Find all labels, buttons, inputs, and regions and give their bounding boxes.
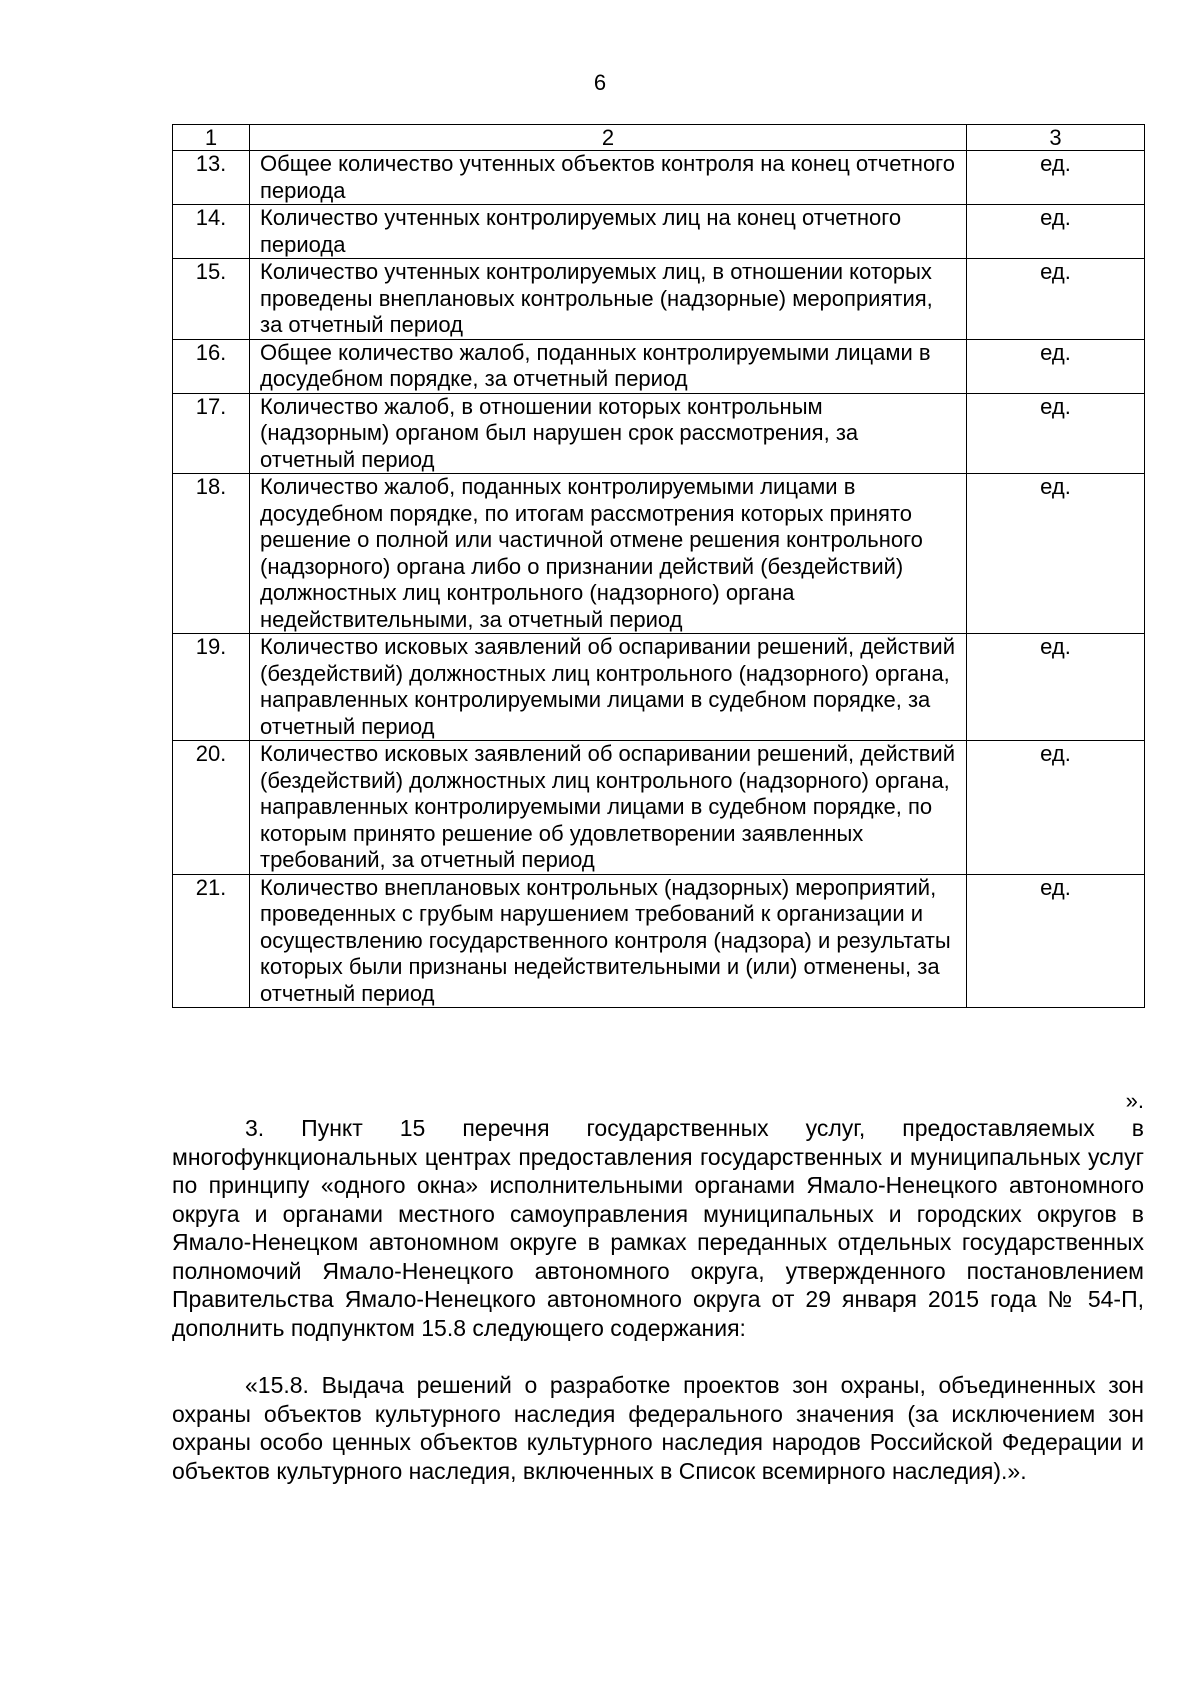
unit-of-measure: ед. <box>967 205 1145 259</box>
paragraph-15-8-block <box>172 1371 1144 1485</box>
paragraph-3-block <box>172 1114 1144 1342</box>
paragraph-15-8: «15.8. Выдача решений о разработке проектов зон охраны, объединенных зон охраны объектов культурного наследия федерального значения (за исключением зон охраны особо ценных объектов культурного наследия народов Российской Федерации и объектов культурного наследия, включенных в Список всемирного наследия).». <box>172 1372 1144 1484</box>
unit-of-measure: ед. <box>967 474 1145 634</box>
row-number: 17. <box>173 393 250 474</box>
column-header-2: 2 <box>250 125 967 151</box>
table-row <box>173 151 1145 205</box>
table-row <box>173 259 1145 340</box>
indicator-name: Количество учтенных контролируемых лиц, в отношении которых проведены внеплановых контрольные (надзорные) мероприятия, за отчетный период <box>250 259 967 340</box>
row-number: 14. <box>173 205 250 259</box>
unit-of-measure: ед. <box>967 634 1145 741</box>
unit-of-measure: ед. <box>967 151 1145 205</box>
indicator-name: Количество исковых заявлений об оспаривании решений, действий (бездействий) должностных лиц контрольного (надзорного) органа, направленных контролируемыми лицами в судебном порядке, по которым принято решение об удовлетворении заявленных требований, за отчетный период <box>250 741 967 875</box>
row-number: 19. <box>173 634 250 741</box>
indicator-name: Количество исковых заявлений об оспаривании решений, действий (бездействий) должностных лиц контрольного (надзорного) органа, направленных контролируемыми лицами в судебном порядке, за отчетный период <box>250 634 967 741</box>
unit-of-measure: ед. <box>967 339 1145 393</box>
unit-of-measure: ед. <box>967 393 1145 474</box>
indicator-name: Количество жалоб, поданных контролируемыми лицами в досудебном порядке, по итогам рассмотрения которых принято решение о полной или частичной отмене решения контрольного (надзорного) органа либо о признании действий (бездействий) должностных лиц контрольного (надзорного) органа недействительными, за отчетный период <box>250 474 967 634</box>
table-header-row <box>173 125 1145 151</box>
indicator-name: Количество жалоб, в отношении которых контрольным (надзорным) органом был нарушен срок рассмотрения, за отчетный период <box>250 393 967 474</box>
table-row <box>173 634 1145 741</box>
row-number: 16. <box>173 339 250 393</box>
table-row <box>173 874 1145 1008</box>
indicator-name: Количество внеплановых контрольных (надзорных) мероприятий, проведенных с грубым нарушением требований к организации и осуществлению государственного контроля (надзора) и результаты которых были признаны недействительными и (или) отменены, за отчетный период <box>250 874 967 1008</box>
unit-of-measure: ед. <box>967 259 1145 340</box>
table-row <box>173 474 1145 634</box>
row-number: 21. <box>173 874 250 1008</box>
indicator-name: Общее количество жалоб, поданных контролируемыми лицами в досудебном порядке, за отчетный период <box>250 339 967 393</box>
table-row <box>173 339 1145 393</box>
paragraph-3: 3. Пункт 15 перечня государственных услуг, предоставляемых в многофункциональных центрах предоставления государственных и муниципальных услуг по принципу «одного окна» исполнительными органами Ямало-Ненецкого автономного округа и органами местного самоуправления муниципальных и городских округов в Ямало-Ненецком автономном округе в рамках переданных отдельных государственных полномочий Ямало-Ненецкого автономного округа, утвержденного постановлением Правительства Ямало-Ненецкого автономного округа от 29 января 2015 года № 54-П, дополнить подпунктом 15.8 следующего содержания: <box>172 1115 1144 1341</box>
closing-quote-mark: ». <box>1125 1088 1144 1113</box>
table-row <box>173 393 1145 474</box>
column-header-1: 1 <box>173 125 250 151</box>
indicator-name: Количество учтенных контролируемых лиц на конец отчетного периода <box>250 205 967 259</box>
table-row <box>173 741 1145 875</box>
row-number: 13. <box>173 151 250 205</box>
row-number: 20. <box>173 741 250 875</box>
table-row <box>173 205 1145 259</box>
row-number: 15. <box>173 259 250 340</box>
page-number: 6 <box>593 70 607 95</box>
unit-of-measure: ед. <box>967 741 1145 875</box>
row-number: 18. <box>173 474 250 634</box>
indicators-table <box>172 124 1145 1008</box>
unit-of-measure: ед. <box>967 874 1145 1008</box>
indicator-name: Общее количество учтенных объектов контроля на конец отчетного периода <box>250 151 967 205</box>
column-header-3: 3 <box>967 125 1145 151</box>
